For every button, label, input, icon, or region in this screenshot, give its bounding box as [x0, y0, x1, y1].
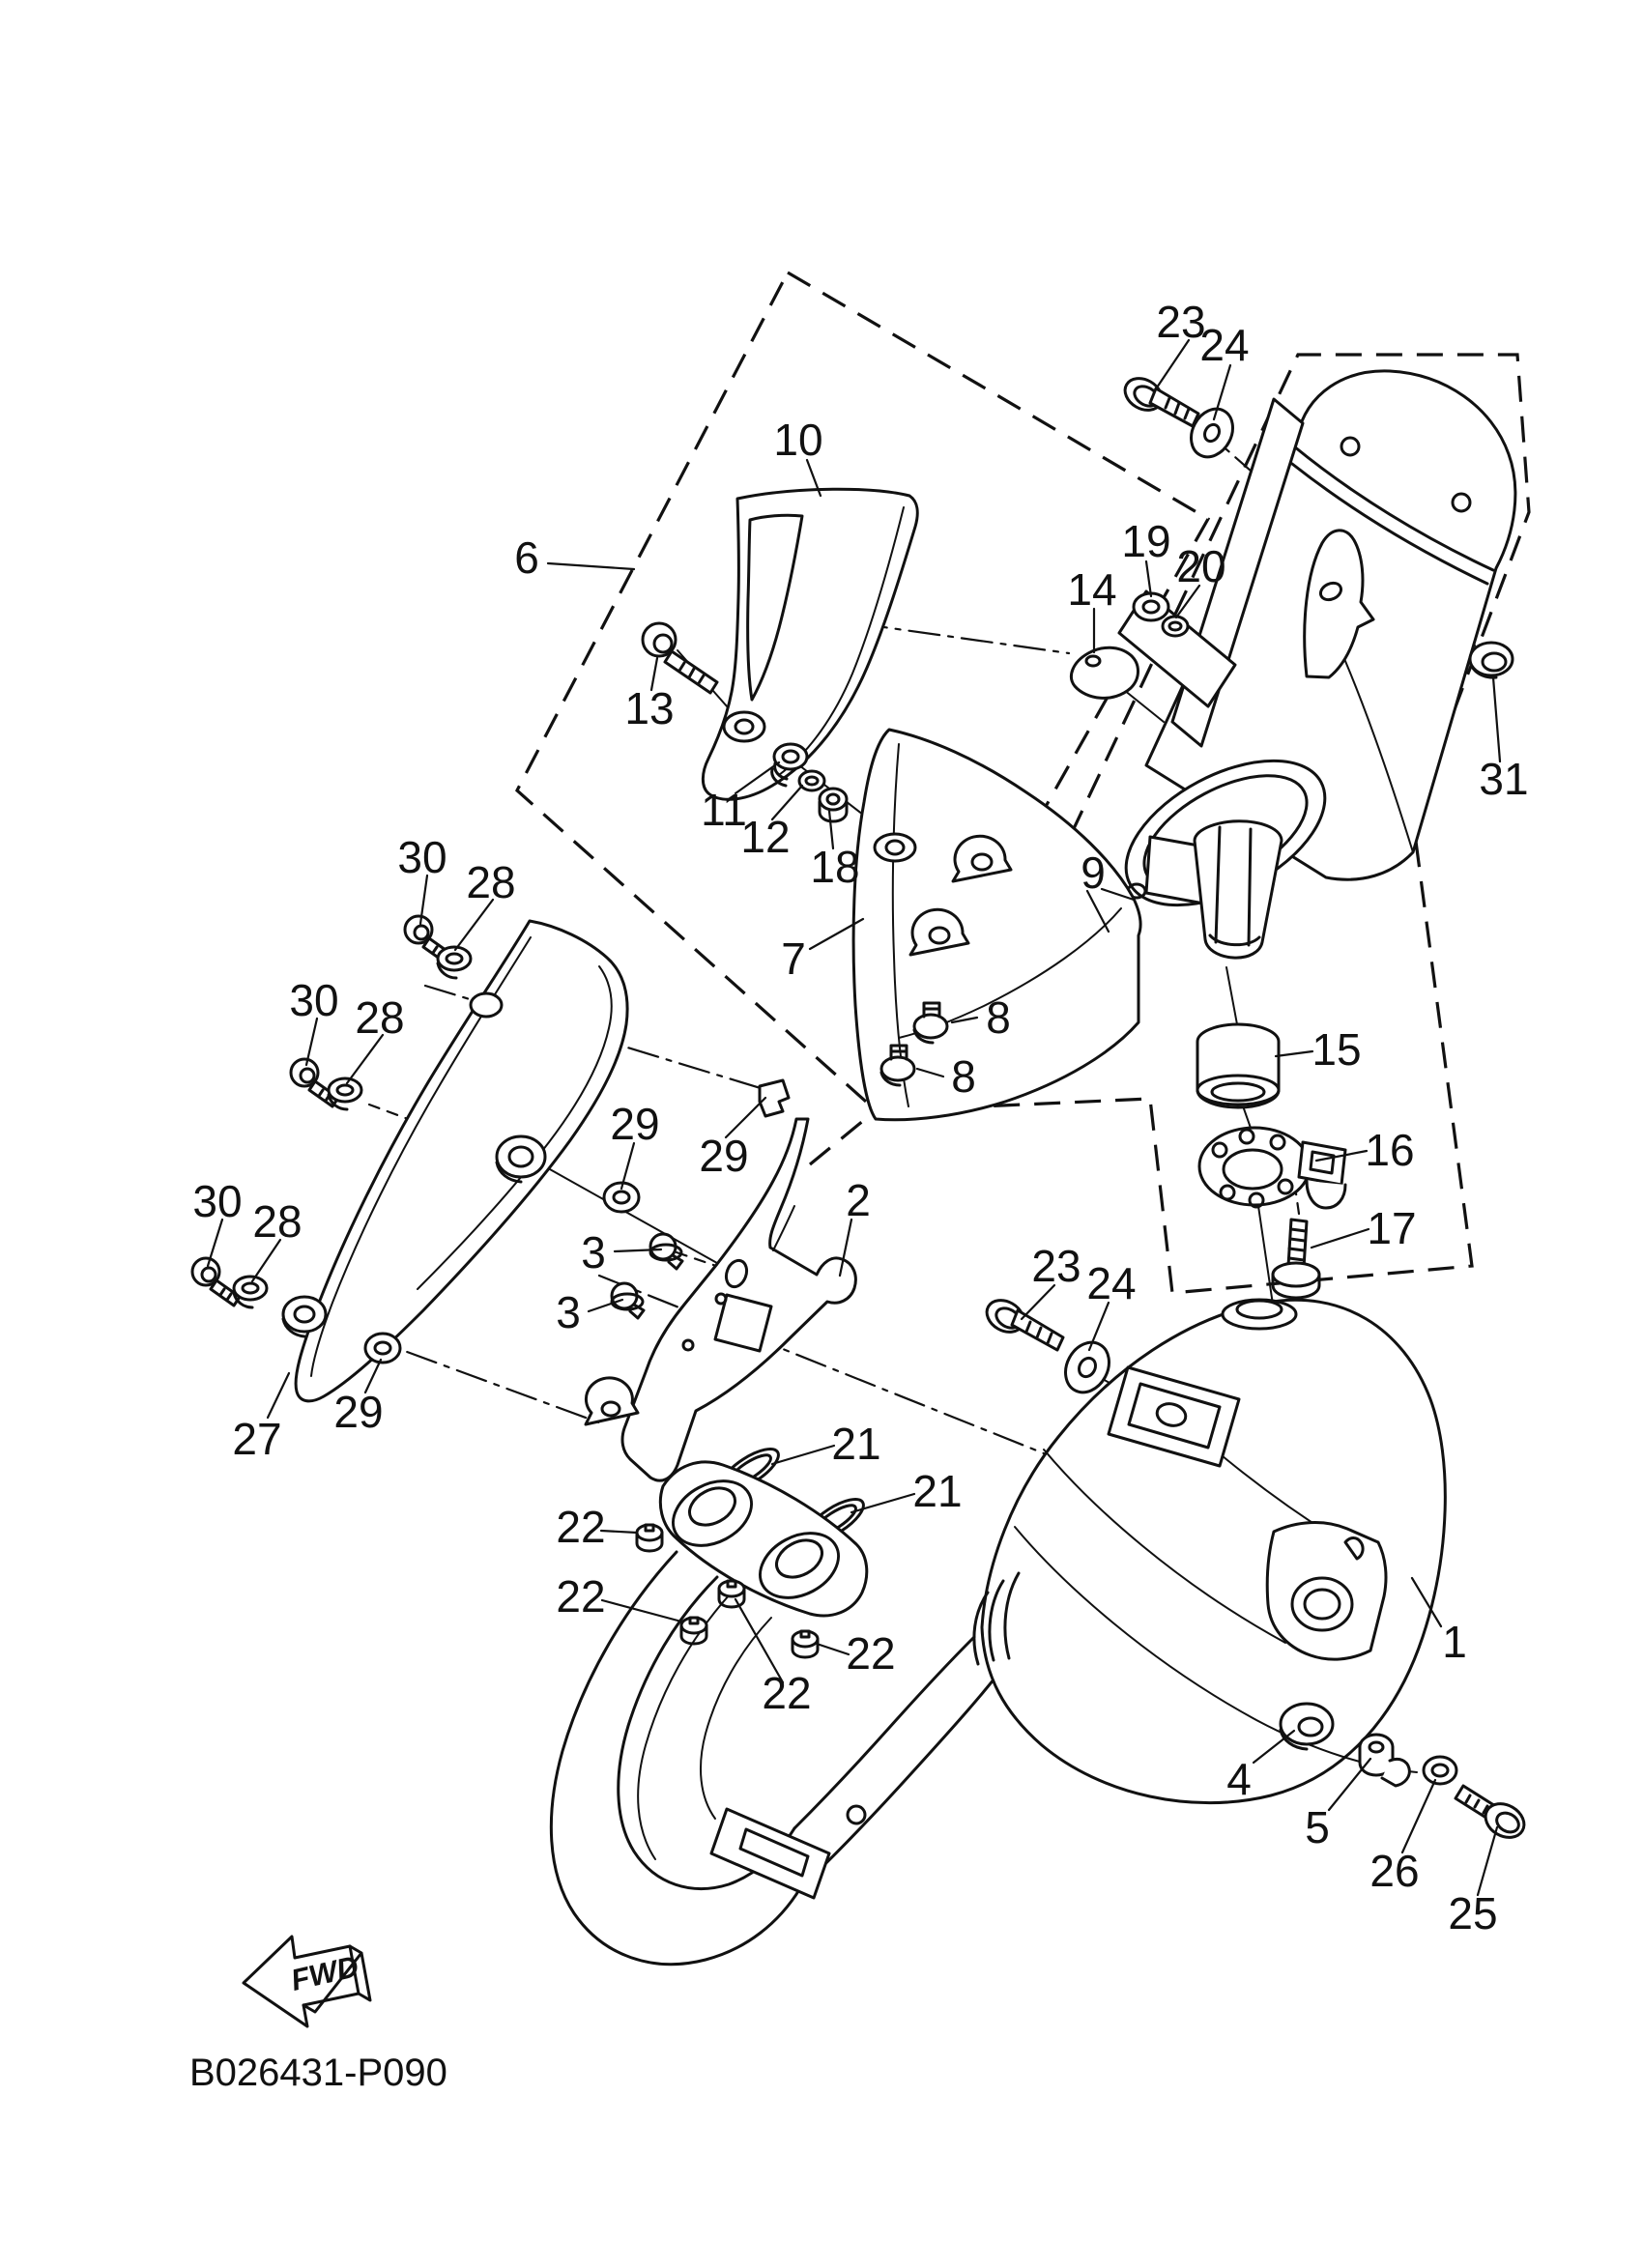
callout-14: 14: [1067, 564, 1117, 615]
callout-28: 28: [466, 857, 516, 907]
callout-24: 24: [1086, 1258, 1137, 1308]
callout-5: 5: [1305, 1802, 1330, 1852]
washer-28: [329, 1078, 361, 1109]
leader-line: [1478, 1827, 1497, 1895]
callout-30: 30: [192, 1176, 243, 1226]
protector-14: [1071, 647, 1138, 698]
callout-31: 31: [1479, 754, 1529, 804]
nut-20: [1163, 617, 1188, 636]
callout-21: 21: [912, 1466, 963, 1516]
leader-line: [1312, 1229, 1369, 1248]
leader-line: [1493, 677, 1500, 761]
callout-30: 30: [397, 832, 447, 882]
nut-31: [1470, 643, 1513, 677]
callout-22: 22: [556, 1502, 606, 1552]
leader-line: [817, 1644, 849, 1654]
washer-28: [234, 1277, 267, 1307]
callout-28: 28: [252, 1196, 303, 1247]
callout-8: 8: [986, 992, 1011, 1043]
leader-line: [601, 1531, 637, 1533]
collar-12: [799, 771, 824, 790]
drawing-code: B026431-P090: [189, 2052, 447, 2094]
callout-2: 2: [846, 1175, 871, 1225]
callout-29: 29: [610, 1099, 660, 1149]
leader-line: [548, 563, 634, 569]
leader-line: [602, 1600, 681, 1622]
callout-7: 7: [781, 933, 806, 984]
collar-22: [637, 1525, 662, 1551]
bolt-3: [650, 1234, 682, 1269]
axis-line: [1124, 690, 1164, 722]
washer-19: [1134, 593, 1168, 620]
callout-6: 6: [514, 532, 539, 583]
collar-22: [793, 1631, 818, 1657]
callout-10: 10: [773, 415, 823, 465]
callout-22: 22: [762, 1668, 812, 1718]
callout-4: 4: [1226, 1754, 1252, 1804]
collar-18: [820, 789, 847, 821]
leader-line: [268, 1373, 289, 1418]
leader-line: [772, 1446, 834, 1464]
washer-26: [1424, 1757, 1456, 1784]
center-line: [856, 623, 1069, 653]
muffler-mount-dome: [1223, 1300, 1296, 1329]
callout-22: 22: [846, 1628, 896, 1679]
shield-10-boss: [724, 712, 764, 741]
callout-25: 25: [1448, 1888, 1498, 1938]
bolt-25: [1456, 1786, 1530, 1844]
axis-line: [1258, 1206, 1273, 1305]
rubber-damper-15: [1197, 1024, 1279, 1107]
callout-24: 24: [1199, 320, 1250, 370]
callout-1: 1: [1442, 1617, 1467, 1667]
callout-17: 17: [1367, 1203, 1417, 1253]
axis-line: [1226, 967, 1237, 1024]
bolt-17: [1273, 1220, 1319, 1298]
callout-15: 15: [1312, 1024, 1362, 1075]
grommet-29: [365, 1334, 400, 1363]
callout-12: 12: [740, 812, 791, 862]
washer-28: [438, 947, 471, 978]
bolt-23-lower: [981, 1294, 1063, 1350]
callout-3: 3: [581, 1227, 606, 1278]
leader-line: [1402, 1780, 1435, 1852]
callout-30: 30: [289, 975, 339, 1025]
callout-27: 27: [232, 1414, 282, 1464]
callout-22: 22: [556, 1571, 606, 1622]
cover-top-hole: [471, 993, 502, 1017]
callout-29: 29: [333, 1387, 384, 1437]
fwd-arrow: [244, 1937, 370, 2026]
callout-19: 19: [1121, 516, 1171, 566]
leader-line: [208, 1220, 222, 1266]
callout-3: 3: [556, 1287, 581, 1337]
callout-29: 29: [699, 1131, 749, 1181]
bolt-23-upper: [1119, 372, 1198, 426]
shield-7-boss-hole: [875, 834, 915, 861]
screw-30: [192, 1258, 240, 1306]
callout-8: 8: [951, 1051, 976, 1102]
callout-20: 20: [1176, 541, 1226, 591]
fwd-label: FWD: [287, 1949, 362, 1997]
leader-line: [1157, 340, 1189, 388]
collar-5: [1360, 1735, 1409, 1786]
leader-line: [1276, 1051, 1312, 1056]
leader-line: [306, 1019, 317, 1065]
clamp-16: [1199, 1128, 1345, 1208]
callout-13: 13: [624, 683, 675, 733]
callout-11: 11: [701, 785, 747, 835]
callout-16: 16: [1365, 1125, 1415, 1175]
callout-28: 28: [355, 992, 405, 1043]
pipe-hole: [848, 1806, 865, 1823]
leader-line: [621, 1143, 634, 1189]
callout-21: 21: [831, 1419, 881, 1469]
callout-26: 26: [1369, 1846, 1420, 1896]
bracket-hole: [1292, 1578, 1352, 1630]
mount-collar: [1195, 821, 1282, 958]
callout-23: 23: [1156, 297, 1206, 347]
lower-muffler-1: [974, 1300, 1445, 1803]
callout-23: 23: [1031, 1241, 1081, 1291]
callout-18: 18: [810, 842, 860, 892]
callout-9: 9: [1081, 847, 1106, 898]
